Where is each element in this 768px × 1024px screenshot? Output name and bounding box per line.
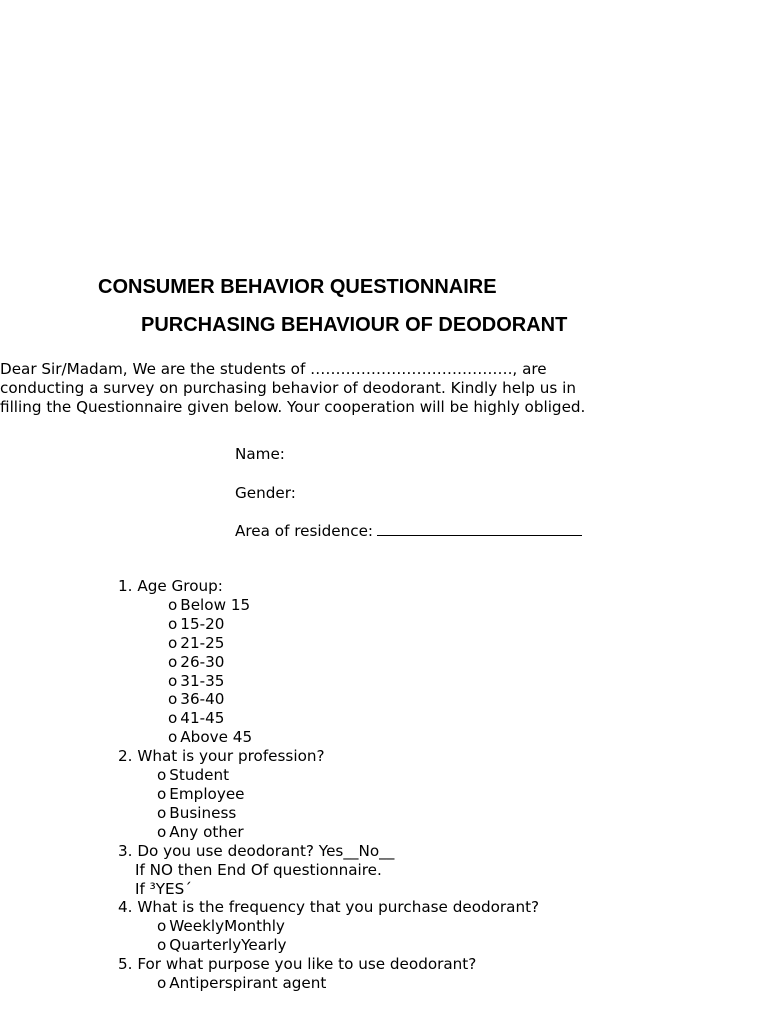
question-5: 5. For what purpose you like to use deodorant? — [118, 955, 477, 974]
area-field[interactable] — [235, 522, 582, 541]
bullet-icon: o — [157, 803, 167, 822]
list-item[interactable]: o Antiperspirant agent — [157, 974, 327, 993]
questionnaire-title: CONSUMER BEHAVIOR QUESTIONNAIRE — [98, 276, 497, 298]
question-3: 3. Do you use deodorant? Yes__No__ — [118, 841, 395, 860]
list-item[interactable]: o 26-30 — [168, 652, 225, 671]
bullet-icon: o — [168, 728, 178, 747]
questionnaire-subtitle: PURCHASING BEHAVIOUR OF DEODORANT — [141, 314, 568, 336]
list-item[interactable]: o Below 15 — [168, 595, 251, 614]
list-item[interactable]: o 31-35 — [168, 671, 225, 690]
question-5-options — [118, 974, 539, 993]
gender-field[interactable] — [235, 484, 582, 503]
list-item[interactable]: o WeeklyMonthly — [157, 917, 285, 936]
bullet-icon: o — [168, 690, 178, 709]
name-field[interactable] — [235, 445, 582, 464]
intro-line: filling the Questionnaire given below. Your cooperation will be highly obliged. — [0, 398, 586, 416]
bullet-icon: o — [168, 633, 178, 652]
bullet-icon: o — [168, 652, 178, 671]
question-4: 4. What is the frequency that you purchase deodorant? — [118, 898, 540, 917]
name-label: Name: — [235, 445, 285, 463]
bullet-icon: o — [157, 974, 167, 993]
question-2-options — [118, 766, 539, 842]
bullet-icon: o — [157, 917, 167, 936]
bullet-icon: o — [157, 766, 167, 785]
bullet-icon: o — [168, 671, 178, 690]
bullet-icon: o — [157, 784, 167, 803]
list-item[interactable]: o QuarterlyYearly — [157, 936, 287, 955]
list-item[interactable]: o Student — [157, 766, 230, 785]
area-label: Area of residence: — [235, 522, 374, 540]
list-item[interactable]: o 36-40 — [168, 690, 225, 709]
bullet-icon: o — [157, 822, 167, 841]
question-1-options — [118, 596, 539, 747]
question-1: 1. Age Group: — [118, 577, 223, 595]
respondent-fields — [235, 445, 582, 561]
question-4-options — [118, 917, 539, 955]
list-item[interactable]: o 21-25 — [168, 633, 225, 652]
intro-paragraph — [0, 360, 585, 417]
list-item[interactable]: o Above 45 — [168, 728, 253, 747]
list-item[interactable]: o Business — [157, 803, 237, 822]
bullet-icon: o — [168, 595, 178, 614]
question-3-note-no: If NO then End Of questionnaire. — [135, 860, 382, 879]
list-item[interactable]: o Employee — [157, 784, 245, 803]
gender-label: Gender: — [235, 483, 296, 502]
intro-line: Dear Sir/Madam, We are the students of …………………………………., are — [0, 360, 547, 378]
question-3-note-yes: If ³YES´ — [135, 879, 192, 898]
intro-line: conducting a survey on purchasing behavior of deodorant. Kindly help us in — [0, 379, 576, 397]
list-item[interactable]: o Any other — [157, 822, 244, 841]
bullet-icon: o — [157, 936, 167, 955]
area-blank-line[interactable] — [377, 523, 582, 536]
question-list — [118, 577, 539, 993]
bullet-icon: o — [168, 614, 178, 633]
list-item[interactable]: o 15-20 — [168, 614, 225, 633]
bullet-icon: o — [168, 709, 178, 728]
list-item[interactable]: o 41-45 — [168, 709, 225, 728]
question-2: 2. What is your profession? — [118, 747, 325, 766]
